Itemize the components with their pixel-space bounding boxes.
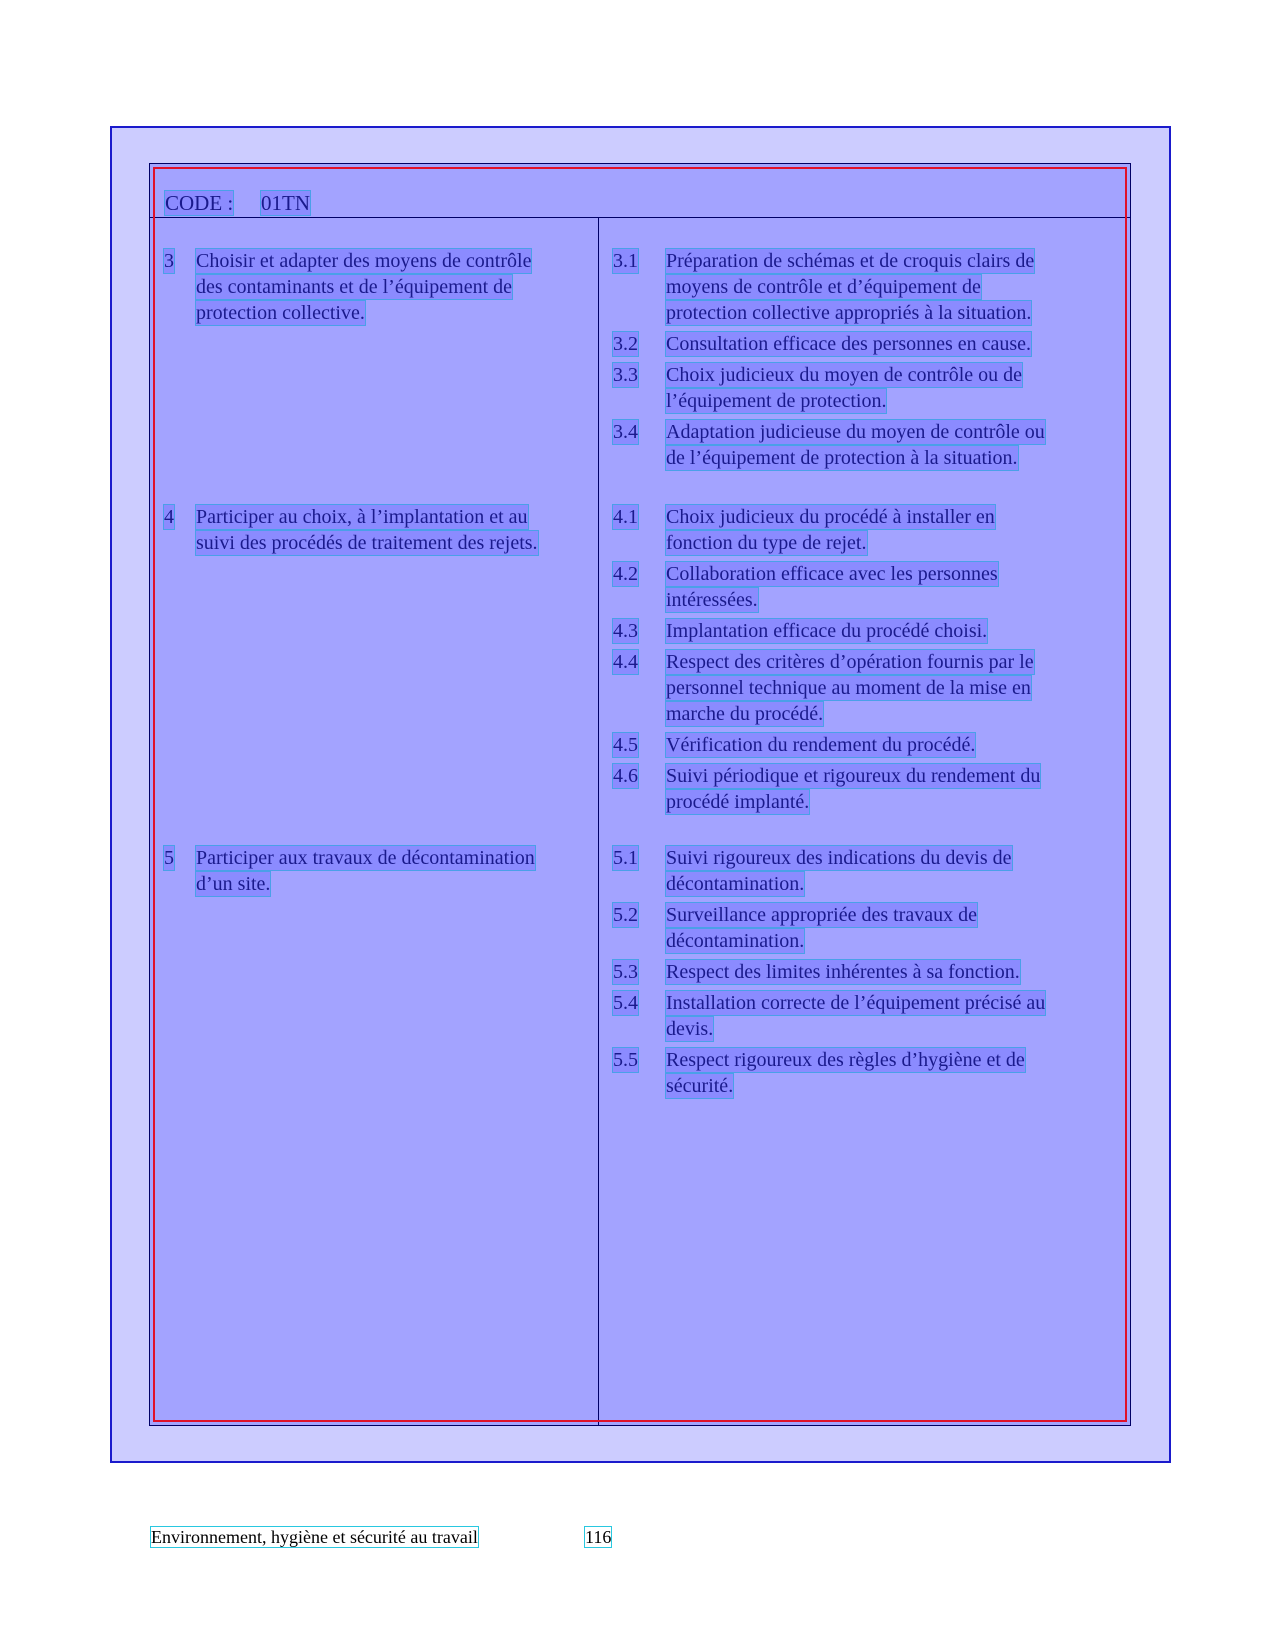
criterion-number: 4.3 [613, 620, 638, 642]
criterion-text-line: décontamination. [666, 930, 805, 952]
criterion-text-line: protection collective appropriés à la situation. [666, 302, 1032, 324]
criterion-text-line: Choix judicieux du procédé à installer en [666, 506, 995, 528]
criterion-number: 4.2 [613, 563, 638, 585]
element-text-line: protection collective. [196, 302, 365, 324]
criterion-text-line: Implantation efficace du procédé choisi. [666, 620, 988, 642]
criterion-number: 4.4 [613, 651, 638, 673]
criterion-number: 5.3 [613, 961, 638, 983]
criterion-text-line: personnel technique au moment de la mise en [666, 677, 1031, 699]
criterion-text-line: l’équipement de protection. [666, 390, 887, 412]
criterion-text-line: moyens de contrôle et d’équipement de [666, 276, 981, 298]
criterion-number: 4.5 [613, 734, 638, 756]
criterion-text-line: Adaptation judicieuse du moyen de contrôle ou [666, 421, 1045, 443]
element-text-line: suivi des procédés de traitement des rejets. [196, 532, 538, 554]
element-number: 4 [164, 506, 174, 528]
code-label: CODE : [165, 191, 234, 215]
footer-title: Environnement, hygiène et sécurité au travail [151, 1527, 478, 1547]
criterion-text-line: intéressées. [666, 589, 758, 611]
criterion-number: 5.1 [613, 847, 638, 869]
criterion-number: 3.3 [613, 364, 638, 386]
criterion-text-line: fonction du type de rejet. [666, 532, 867, 554]
criterion-number: 4.1 [613, 506, 638, 528]
criterion-text-line: devis. [666, 1018, 714, 1040]
criterion-number: 3.1 [613, 250, 638, 272]
criterion-text-line: Surveillance appropriée des travaux de [666, 904, 977, 926]
criterion-number: 3.2 [613, 333, 638, 355]
criterion-text-line: procédé implanté. [666, 791, 810, 813]
criterion-number: 5.4 [613, 992, 638, 1014]
criterion-text-line: de l’équipement de protection à la situation. [666, 447, 1018, 469]
element-number: 3 [164, 250, 174, 272]
criterion-text-line: marche du procédé. [666, 703, 824, 725]
criterion-number: 4.6 [613, 765, 638, 787]
criterion-number: 5.5 [613, 1049, 638, 1071]
criterion-text-line: Suivi périodique et rigoureux du rendement du [666, 765, 1041, 787]
criterion-text-line: Choix judicieux du moyen de contrôle ou de [666, 364, 1023, 386]
column-divider [598, 218, 599, 1426]
criterion-number: 5.2 [613, 904, 638, 926]
element-number: 5 [164, 847, 174, 869]
criterion-text-line: décontamination. [666, 873, 805, 895]
element-text-line: Participer au choix, à l’implantation et au [196, 506, 528, 528]
element-text-line: Participer aux travaux de décontamination [196, 847, 535, 869]
criterion-number: 3.4 [613, 421, 638, 443]
criterion-text-line: Respect rigoureux des règles d’hygiène et de [666, 1049, 1025, 1071]
criterion-text-line: Préparation de schémas et de croquis clairs de [666, 250, 1035, 272]
criterion-text-line: sécurité. [666, 1075, 734, 1097]
criterion-text-line: Installation correcte de l’équipement précisé au [666, 992, 1046, 1014]
element-text-line: d’un site. [196, 873, 271, 895]
criterion-text-line: Collaboration efficace avec les personnes [666, 563, 998, 585]
element-text-line: Choisir et adapter des moyens de contrôle [196, 250, 532, 272]
criterion-text-line: Respect des limites inhérentes à sa fonction. [666, 961, 1020, 983]
criterion-text-line: Consultation efficace des personnes en cause. [666, 333, 1032, 355]
criterion-text-line: Suivi rigoureux des indications du devis de [666, 847, 1012, 869]
element-text-line: des contaminants et de l’équipement de [196, 276, 513, 298]
criterion-text-line: Vérification du rendement du procédé. [666, 734, 976, 756]
footer-page-number: 116 [585, 1527, 612, 1547]
code-value: 01TN [261, 191, 310, 215]
code-row [149, 163, 1131, 218]
criterion-text-line: Respect des critères d’opération fournis par le [666, 651, 1034, 673]
